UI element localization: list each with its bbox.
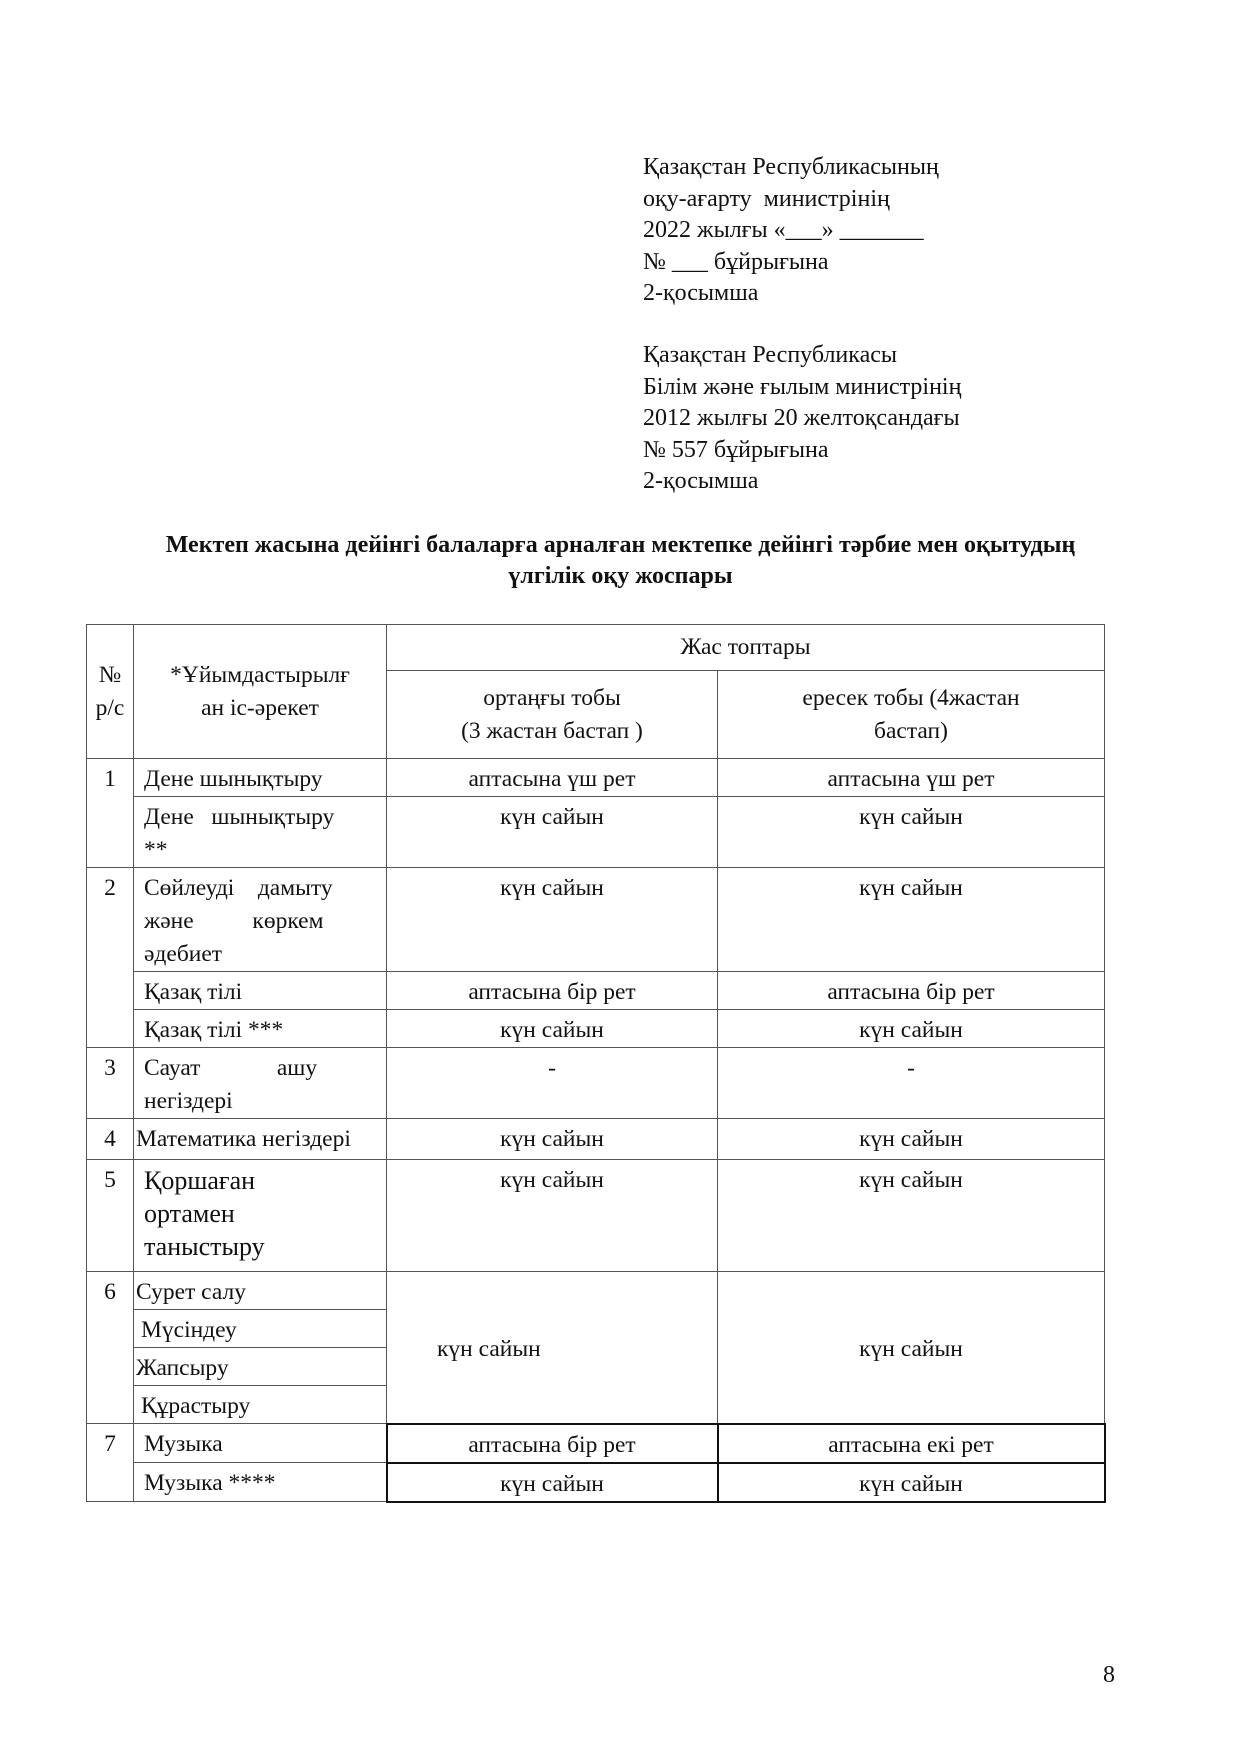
middle-group-cell: күн сайын — [387, 1010, 718, 1048]
middle-group-cell: аптасына бір рет — [387, 972, 718, 1010]
activity-cell: Сауат ашу негіздері — [134, 1048, 387, 1119]
table-row — [87, 972, 1105, 1010]
activity-cell: Музыка **** — [134, 1463, 387, 1502]
table-row — [87, 1463, 1105, 1502]
activity-cell: Мүсіндеу — [134, 1310, 387, 1348]
activity-cell: Қоршаған ортамен таныстыру — [134, 1160, 387, 1272]
row-number: 6 — [87, 1272, 134, 1424]
activity-cell: Математика негіздері — [134, 1119, 387, 1160]
annex-line: № ___ бұйрығына — [643, 248, 829, 275]
header-activity: *Ұйымдастырылғ ан іс-әрекет — [134, 625, 387, 759]
activity-cell: Жапсыру — [134, 1348, 387, 1386]
annex-line: Білім және ғылым министрінің — [643, 373, 962, 400]
activity-cell: Сурет салу — [134, 1272, 387, 1310]
middle-group-cell: күн сайын — [387, 1119, 718, 1160]
table-header-row — [87, 625, 1105, 671]
senior-group-cell: аптасына екі рет — [718, 1424, 1105, 1463]
annex-reference-original — [643, 340, 961, 498]
annex-line: 2-қосымша — [643, 280, 759, 306]
table-row — [87, 1272, 1105, 1310]
title-line: үлгілік оқу жоспары — [508, 563, 733, 589]
senior-group-cell: күн сайын — [718, 868, 1105, 972]
row-number: 7 — [87, 1424, 134, 1502]
activity-cell: Дене шынықтыру — [134, 759, 387, 797]
middle-group-cell: күн сайын — [387, 868, 718, 972]
activity-cell: Сөйлеуді дамыту және көркем әдебиет — [134, 868, 387, 972]
activity-cell: Қазақ тілі *** — [134, 1010, 387, 1048]
document-title — [60, 530, 1181, 592]
senior-group-cell: - — [718, 1048, 1105, 1119]
activity-cell: Музыка — [134, 1424, 387, 1463]
middle-group-cell: аптасына үш рет — [387, 759, 718, 797]
title-line: Мектеп жасына дейінгі балаларға арналған мектепке дейінгі тәрбие мен оқытудың — [165, 532, 1076, 558]
senior-group-cell: күн сайын — [718, 1272, 1105, 1424]
annex-line: № 557 бұйрығына — [643, 436, 829, 463]
annex-line: оқу-ағарту министрінің — [643, 185, 890, 212]
table-row — [87, 1424, 1105, 1463]
annex-line: 2-қосымша — [643, 468, 759, 494]
header-age-groups: Жас топтары — [387, 625, 1105, 671]
page-number: 8 — [1103, 1662, 1115, 1688]
activity-cell: Дене шынықтыру ** — [134, 797, 387, 868]
table-row — [87, 1119, 1105, 1160]
middle-group-cell: күн сайын — [387, 1160, 718, 1272]
middle-group-cell: күн сайын — [387, 797, 718, 868]
annex-line: Қазақстан Республикасы — [643, 342, 898, 368]
senior-group-cell: күн сайын — [718, 1463, 1105, 1502]
annex-line: Қазақстан Республикасының — [643, 154, 939, 180]
senior-group-cell: аптасына үш рет — [718, 759, 1105, 797]
activity-cell: Құрастыру — [134, 1386, 387, 1424]
table-row — [87, 1010, 1105, 1048]
header-number: № р/с — [87, 625, 134, 759]
row-number: 4 — [87, 1119, 134, 1160]
senior-group-cell: аптасына бір рет — [718, 972, 1105, 1010]
middle-group-cell: күн сайын — [387, 1463, 718, 1502]
curriculum-table — [86, 624, 1106, 1503]
row-number: 3 — [87, 1048, 134, 1119]
annex-line: 2012 жылғы 20 желтоқсандағы — [643, 405, 960, 431]
senior-group-cell: күн сайын — [718, 797, 1105, 868]
header-senior-group: ересек тобы (4жастан бастап) — [718, 671, 1105, 759]
annex-reference-current — [643, 152, 939, 310]
table-row — [87, 868, 1105, 972]
table-row — [87, 1048, 1105, 1119]
middle-group-cell: - — [387, 1048, 718, 1119]
row-number: 5 — [87, 1160, 134, 1272]
activity-cell: Қазақ тілі — [134, 972, 387, 1010]
row-number: 1 — [87, 759, 134, 868]
middle-group-cell: аптасына бір рет — [387, 1424, 718, 1463]
senior-group-cell: күн сайын — [718, 1010, 1105, 1048]
middle-group-cell: күн сайын — [387, 1272, 718, 1424]
row-number: 2 — [87, 868, 134, 1048]
table-row — [87, 797, 1105, 868]
senior-group-cell: күн сайын — [718, 1119, 1105, 1160]
table-row — [87, 1160, 1105, 1272]
header-middle-group: ортаңғы тобы (3 жастан бастап ) — [387, 671, 718, 759]
table-row — [87, 759, 1105, 797]
annex-line: 2022 жылғы «___» _______ — [643, 217, 924, 243]
senior-group-cell: күн сайын — [718, 1160, 1105, 1272]
